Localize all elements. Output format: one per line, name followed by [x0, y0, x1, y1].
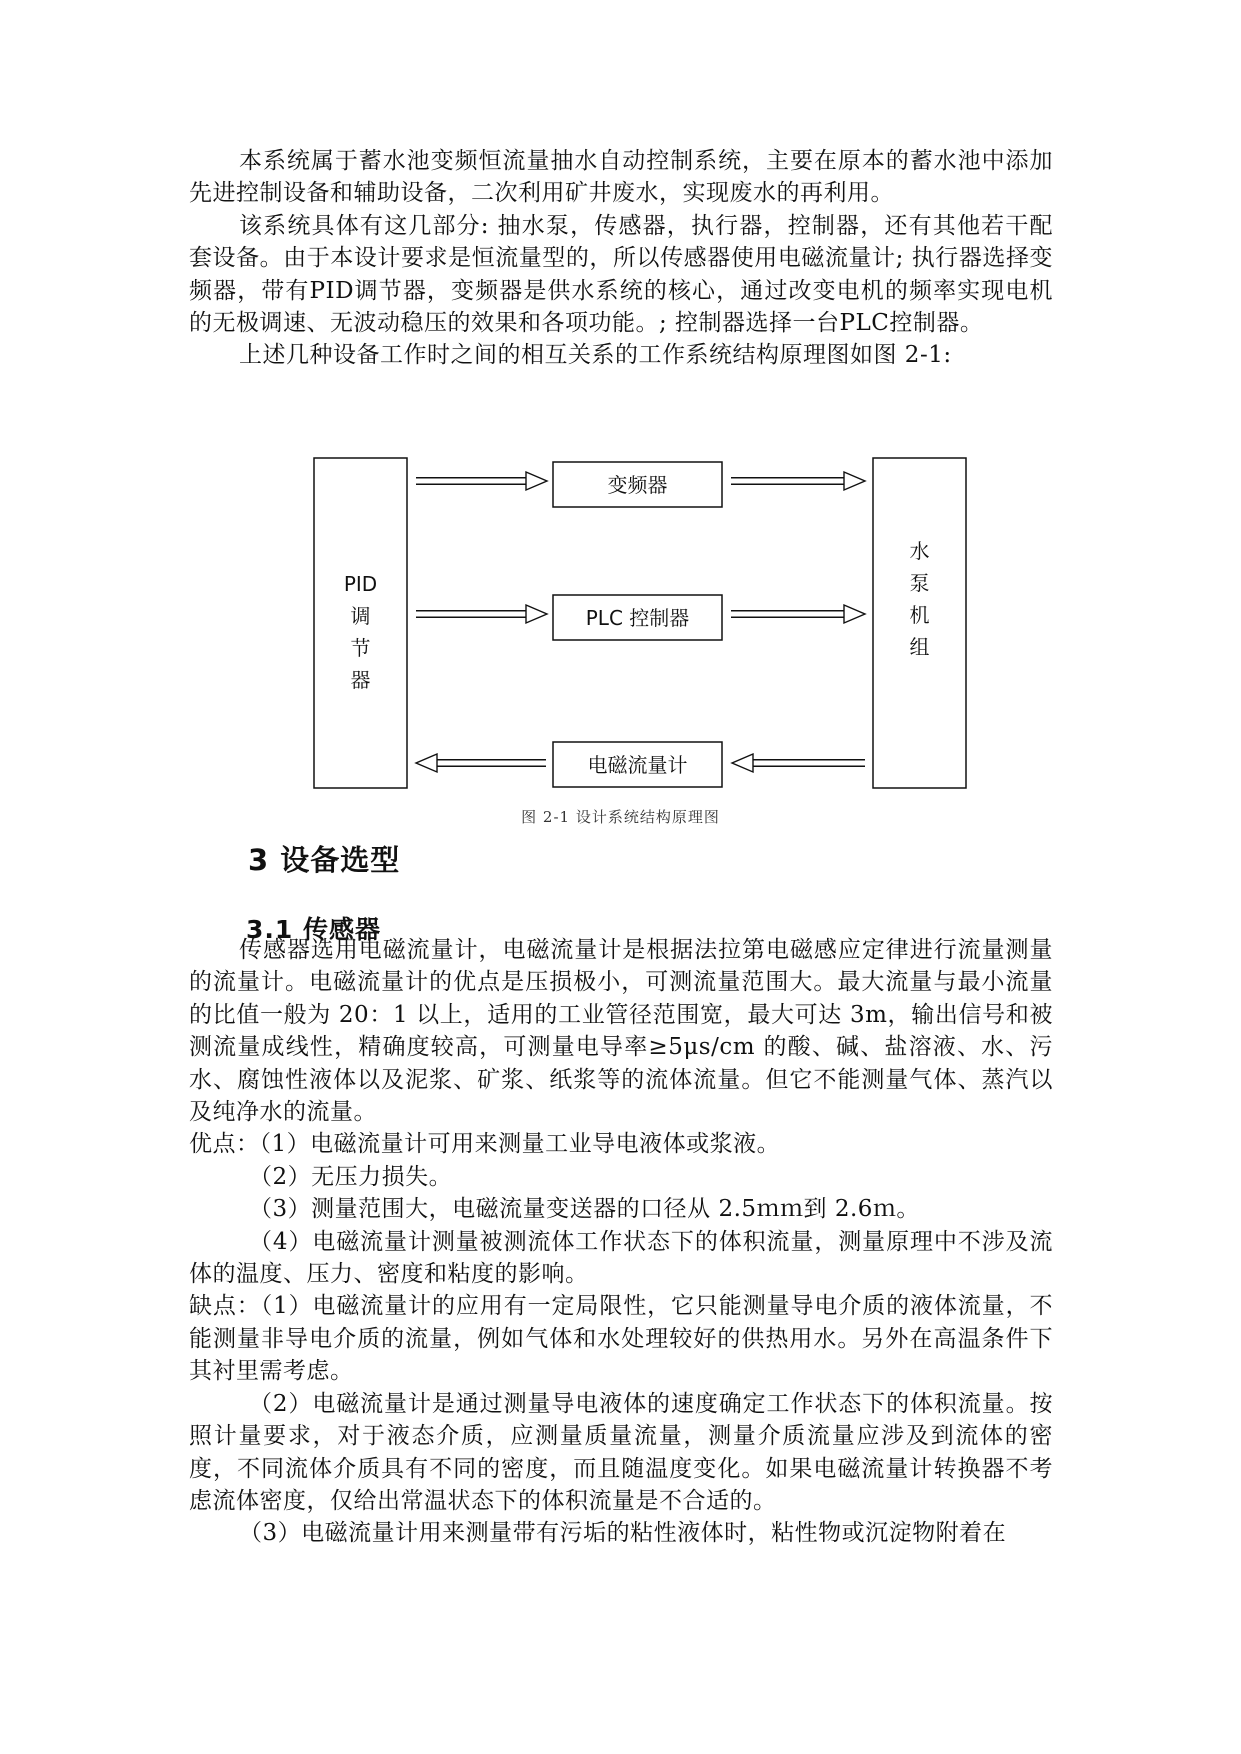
advantage-item-2: （2）无压力损失。: [249, 1163, 453, 1190]
pump-label-char-3: 机: [909, 603, 930, 627]
pump-label-char-2: 泵: [909, 571, 930, 595]
arrow-pid-to-vfd: [416, 472, 547, 490]
figure-caption: 图 2-1 设计系统结构原理图: [521, 808, 720, 826]
intro-paragraph-3: 上述几种设备工作时之间的相互关系的工作系统结构原理图如图 2-1:: [239, 342, 952, 369]
flowmeter-label: 电磁流量计: [587, 753, 688, 777]
arrow-flowmeter-to-pid: [416, 754, 546, 772]
disadvantage-item-3: （3）电磁流量计用来测量带有污垢的粘性液体时，粘性物或沉淀物附着在: [239, 1520, 1007, 1547]
pid-label-char-3: 节: [350, 636, 371, 660]
arrow-pump-to-flowmeter: [732, 754, 865, 772]
section-text: [189, 934, 1053, 1550]
arrow-vfd-to-pump: [731, 472, 865, 490]
arrow-plc-to-pump: [731, 605, 865, 623]
sensor-paragraph: 传感器选用电磁流量计，电磁流量计是根据法拉第电磁感应定律进行流量测量的流量计。电磁流量计的优点是压损极小，可测流量范围大。最大流量与最小流量的比值一般为 20：1 以上，适用的工业管径范围宽，最大可达 3m，输出信号和被测流量成线性，精确度较高，可测量电导率≥5μs/cm 的酸、碱、盐溶液、水、污水、腐蚀性液体以及泥浆、矿浆、纸浆等的流体流量。但它不能测量气体、蒸汽以及纯净水的流量。: [189, 937, 1053, 1126]
pump-label-char-1: 水: [909, 539, 930, 563]
pump-label-char-4: 组: [909, 635, 930, 659]
subsection-heading: 3.1 传感器: [246, 915, 381, 944]
advantage-item-3: （3）测量范围大，电磁流量变送器的口径从 2.5ｍｍ到 2.6ｍ。: [249, 1196, 920, 1223]
pid-label-char-4: 器: [350, 668, 371, 692]
arrow-pid-to-plc: [416, 605, 547, 623]
pid-label-char-2: 调: [350, 604, 371, 628]
advantage-item-4: （4）电磁流量计测量被测流体工作状态下的体积流量，测量原理中不涉及流体的温度、压力、密度和粘度的影响。: [189, 1228, 1053, 1288]
disadvantage-item-1: 缺点：（1）电磁流量计的应用有一定局限性，它只能测量导电介质的液体流量，不能测量非导电介质的流量，例如气体和水处理较好的供热用水。另外在高温条件下其衬里需考虑。: [189, 1293, 1053, 1385]
intro-paragraph-2: 该系统具体有这几部分: 抽水泵，传感器，执行器，控制器，还有其他若干配套设备。由于本设计要求是恒流量型的，所以传感器使用电磁流量计; 执行器选择变频器，带有PID调节器，变频器是供水系统的核心，通过改变电机的频率实现电机的无极调速、无波动稳压的效果和各项功能。; 控制器选择一台PLC控制器。: [189, 212, 1053, 337]
system-structure-diagram: [0, 0, 1241, 800]
pid-label: PID: [343, 572, 378, 596]
advantage-item-1: 优点：（1）电磁流量计可用来测量工业导电液体或浆液。: [189, 1131, 781, 1158]
vfd-label: 变频器: [607, 473, 668, 497]
section-heading: 3 设备选型: [248, 843, 401, 877]
plc-label: PLC 控制器: [585, 606, 690, 630]
intro-paragraph-1: 本系统属于蓄水池变频恒流量抽水自动控制系统，主要在原本的蓄水池中添加先进控制设备和辅助设备，二次利用矿井废水，实现废水的再利用。: [189, 148, 1053, 207]
disadvantage-item-2: （2）电磁流量计是通过测量导电液体的速度确定工作状态下的体积流量。按照计量要求，对于液态介质，应测量质量流量，测量介质流量应涉及到流体的密度，不同流体介质具有不同的密度，而且随温度变化。如果电磁流量计转换器不考虑流体密度，仅给出常温状态下的体积流量是不合适的。: [189, 1390, 1053, 1514]
